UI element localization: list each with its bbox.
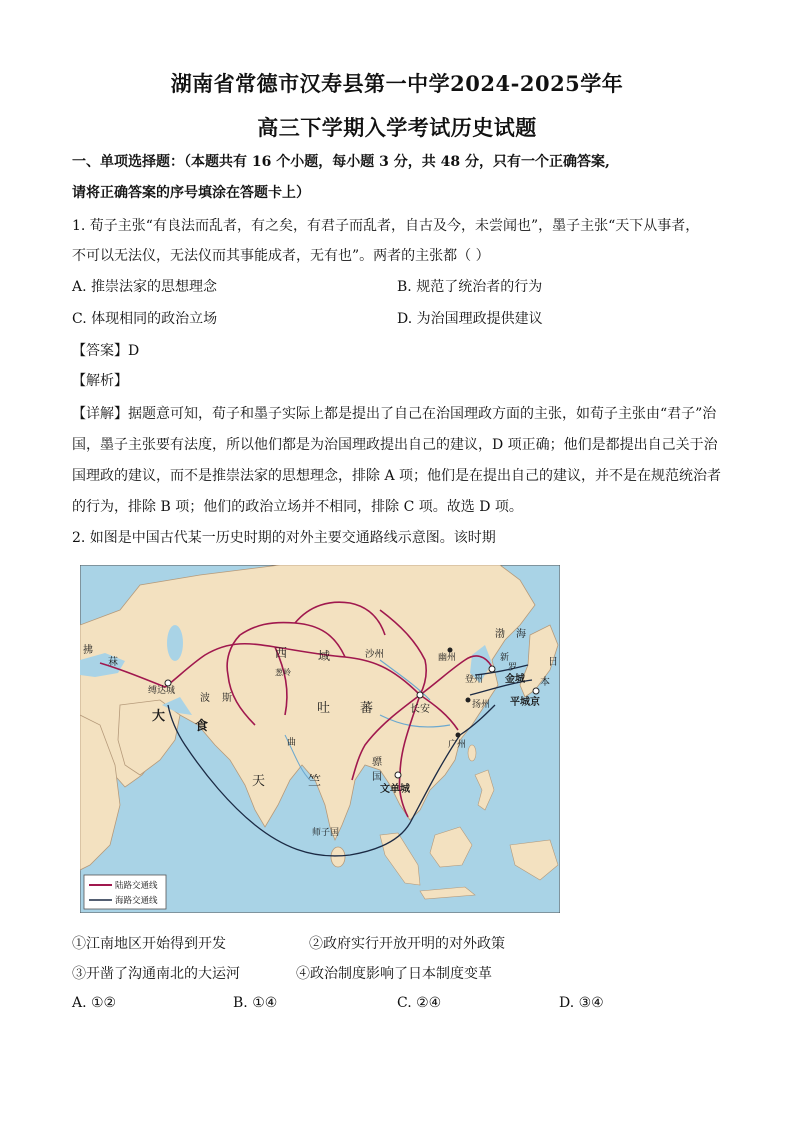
legend-land-label: 陆路交通线 [115, 881, 158, 891]
q1-stem-line1: 1. 荀子主张“有良法而乱者，有之矣，有君子而乱者，自古及今，未尝闻也”，墨子主张“天下从事者， [72, 218, 700, 234]
city-marker-yangzhou [466, 698, 471, 703]
label-si: 斯 [222, 693, 232, 704]
map-island-srilanka [331, 847, 345, 867]
q1-detail-line3: 国理政的建议，而不是推崇法家的思想理念，排除 A 项；他们是在提出自己的建议，并不是在规范统治者 [72, 468, 722, 484]
label-jincheng: 金城 [505, 674, 525, 685]
label-xi: 西 [275, 646, 288, 660]
q2-option-b: B. ①④ [233, 995, 278, 1011]
q1-detail-line1: 【详解】据题意可知，荀子和墨子实际上都是提出了自己在治国理政方面的主张，如荀子主张由“君子”治 [72, 406, 717, 422]
label-bo: 波 [200, 693, 210, 704]
label-ben: 本 [540, 677, 550, 688]
q2-item-1: ①江南地区开始得到开发 [72, 936, 226, 952]
city-marker-jincheng [489, 666, 495, 672]
label-shazhou: 沙州 [365, 649, 385, 660]
q2-stem: 2. 如图是中国古代某一历史时期的对外主要交通路线示意图。该时期 [72, 530, 496, 546]
label-bozhan: 拂 [83, 645, 93, 656]
label-piao: 骠 [372, 757, 382, 768]
label-xin: 新 [500, 653, 510, 663]
trade-route-map [80, 565, 560, 913]
map-legend [84, 875, 166, 909]
q1-option-c: C. 体现相同的政治立场 [72, 311, 218, 327]
label-lin: 菻 [108, 657, 118, 668]
city-marker-youzhou [448, 648, 453, 653]
map-sea-caspian [167, 625, 183, 661]
label-congling: 葱岭 [275, 668, 291, 677]
q1-stem-line2: 不可以无法仪，无法仪而其事能成者，无有也”。两者的主张都（ ） [72, 248, 490, 264]
label-changan: 长安 [410, 704, 430, 715]
label-fan: 蕃 [360, 701, 374, 716]
q2-option-d: D. ③④ [559, 995, 604, 1011]
label-bohai: 渤 [495, 629, 505, 640]
label-qu: 曲 [287, 738, 297, 748]
q1-detail-line2: 国，墨子主张要有法度，所以他们都是为治国理政提出自己的建议，D 项正确；他们是都提出自己关于治 [72, 437, 718, 453]
label-shiziguo: 师子国 [312, 828, 340, 838]
label-fudacheng: 缚达城 [148, 686, 176, 696]
city-marker-guangzhou [456, 733, 461, 738]
city-marker-pingchengjing [533, 688, 539, 694]
map-island-taiwan [468, 745, 476, 761]
q2-item-3: ③开凿了沟通南北的大运河 [72, 966, 240, 982]
label-wendancheng: 文单城 [380, 784, 410, 795]
q2-item-2: ②政府实行开放开明的对外政策 [309, 936, 505, 952]
city-marker-changan [417, 692, 423, 698]
q2-option-c: C. ②④ [397, 995, 442, 1011]
label-denzhou: 登州 [465, 675, 484, 685]
q2-option-a: A. ①② [72, 995, 117, 1011]
label-guangzhou: 广州 [448, 740, 467, 750]
section-header-line1: 一、单项选择题：（本题共有 16 个小题，每小题 3 分，共 48 分，只有一个正确答案, [72, 154, 610, 170]
page-title-line2: 高三下学期入学考试历史试题 [257, 115, 537, 140]
label-pingchengjing: 平城京 [510, 697, 540, 708]
label-yangzhou: 扬州 [472, 700, 491, 710]
label-youzhou: 幽州 [438, 653, 457, 663]
label-ri: 日 [548, 657, 558, 668]
q1-analysis-label: 【解析】 [72, 373, 128, 389]
label-da: 大 [152, 709, 166, 724]
q1-option-d: D. 为治国理政提供建议 [397, 311, 543, 327]
label-tu: 吐 [317, 701, 331, 716]
page-title-line1: 湖南省常德市汉寿县第一中学2024-2025学年 [170, 71, 624, 96]
q1-option-b: B. 规范了统治者的行为 [397, 279, 543, 295]
label-hai: 海 [516, 629, 526, 640]
legend-sea-label: 海路交通线 [115, 896, 158, 906]
label-shi: 食 [195, 719, 209, 734]
label-zhu: 竺 [308, 774, 322, 789]
city-marker-wendancheng [395, 772, 401, 778]
label-luo: 罗 [508, 663, 518, 673]
label-tian: 天 [252, 774, 266, 789]
label-yu: 域 [318, 649, 331, 663]
q1-answer: 【答案】D [72, 343, 140, 359]
label-guo: 国 [372, 772, 382, 783]
q1-detail-line4: 的行为，排除 B 项；他们的政治立场并不相同，排除 C 项。故选 D 项。 [72, 499, 523, 515]
q2-item-4: ④政治制度影响了日本制度变革 [296, 966, 492, 982]
q1-option-a: A. 推崇法家的思想理念 [72, 279, 218, 295]
section-header-line2: 请将正确答案的序号填涂在答题卡上） [72, 185, 310, 201]
